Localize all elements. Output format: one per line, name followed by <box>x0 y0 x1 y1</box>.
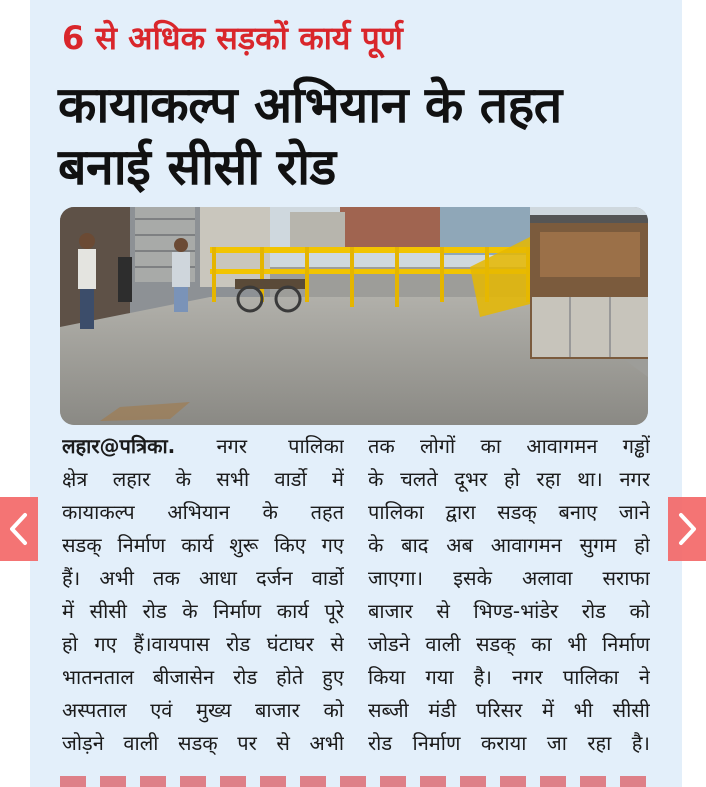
previous-button[interactable] <box>0 497 38 561</box>
chevron-left-icon <box>8 512 30 546</box>
article-column-left <box>62 430 344 760</box>
article-line: जोड़ने वाली सडक् पर से अभी <box>62 731 344 755</box>
article-text: नगर पालिका <box>216 434 344 458</box>
article-line: के बाद अब आवागमन सुगम हो <box>368 533 650 557</box>
article-line: में सीसी रोड के निर्माण कार्य पूरे <box>62 599 344 623</box>
article-line: अस्पताल एवं मुख्य बाजार को <box>62 698 344 722</box>
article-line: तक लोगों का आवागमन गड्ढों <box>368 434 650 458</box>
article-line: हो गए हैं।वायपास रोड घंटाघर से <box>62 632 344 656</box>
article-line: के चलते दूभर हो रहा था। नगर <box>368 467 650 491</box>
article-line: हैं। अभी तक आधा दर्जन वार्डो <box>62 566 344 590</box>
article-line: सडक् निर्माण कार्य शुरू किए गए <box>62 533 344 557</box>
article-line: भातनताल बीजासेन रोड होते हुए <box>62 665 344 689</box>
article-line: जोडने वाली सडक् का भी निर्माण <box>368 632 650 656</box>
next-button[interactable] <box>668 497 706 561</box>
headline-line-2: बनाई सीसी रोड <box>58 138 336 196</box>
article-line: किया गया है। नगर पालिका ने <box>368 665 650 689</box>
article-column-right <box>368 430 650 760</box>
article-line: क्षेत्र लहार के सभी वार्डो में <box>62 467 344 491</box>
article-line: बाजार से भिण्ड-भांडेर रोड को <box>368 599 650 623</box>
article-kicker: 6 से अधिक सड़कों कार्य पूर्ण <box>62 19 403 57</box>
next-article-cutoff <box>60 776 648 787</box>
news-photo <box>60 207 648 425</box>
dateline: लहार@पत्रिका. <box>62 434 176 458</box>
chevron-right-icon <box>676 512 698 546</box>
article-line: जाएगा। इसके अलावा सराफा <box>368 566 650 590</box>
article-line: सब्जी मंडी परिसर में भी सीसी <box>368 698 650 722</box>
article-line <box>62 430 344 463</box>
article-line: पालिका द्वारा सडक् बनाए जाने <box>368 500 650 524</box>
shack-right <box>530 215 648 359</box>
article-line: रोड निर्माण कराया जा रहा है। <box>368 731 650 755</box>
article-line: कायाकल्प अभियान के तहत <box>62 500 344 524</box>
headline-line-1: कायाकल्प अभियान के तहत <box>58 76 562 134</box>
